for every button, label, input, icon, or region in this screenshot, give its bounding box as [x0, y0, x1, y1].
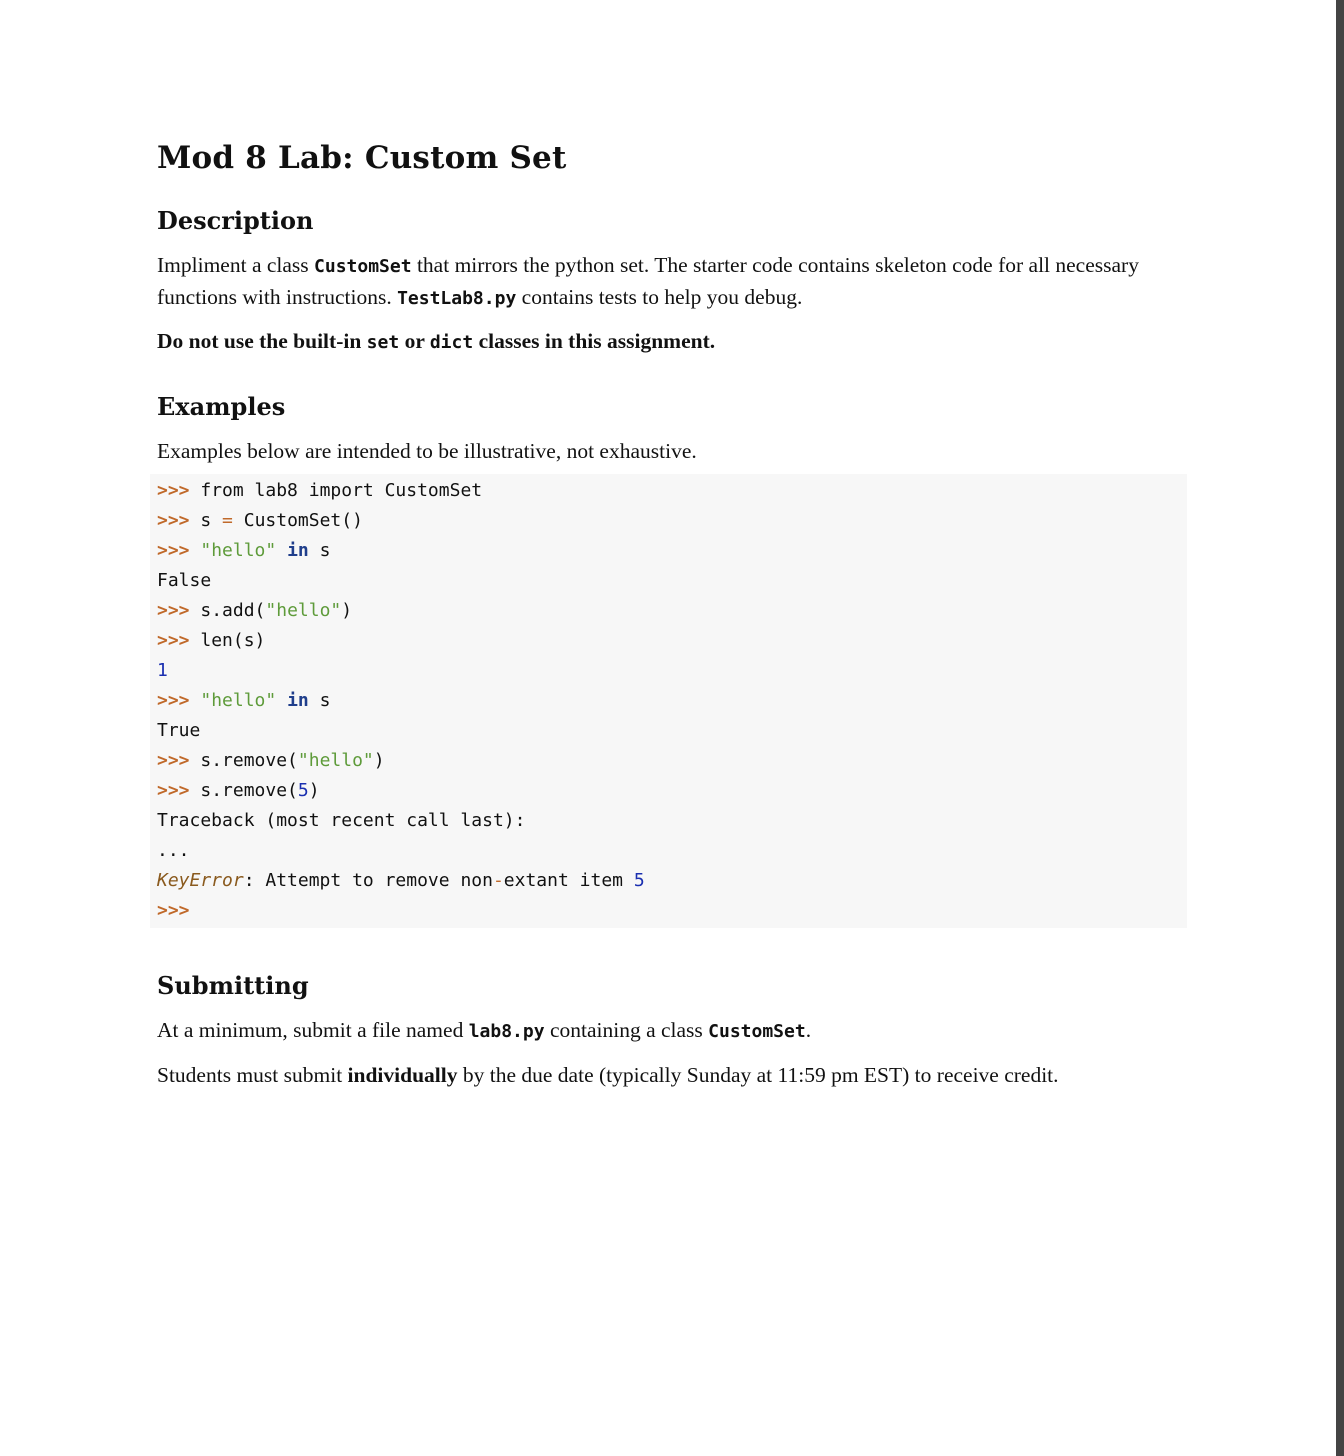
code-text: CustomSet() — [232, 510, 363, 531]
prompt: >>> — [157, 750, 190, 771]
code-output: False — [157, 570, 212, 591]
code-output: 1 — [157, 660, 168, 681]
bold-text: individually — [347, 1063, 458, 1087]
code-line — [157, 686, 1187, 716]
prompt: >>> — [157, 780, 190, 801]
inline-code: TestLab8.py — [397, 288, 517, 309]
document-page — [157, 130, 1187, 1090]
code-line — [157, 536, 1187, 566]
inline-code: CustomSet — [314, 256, 412, 277]
prompt: >>> — [157, 900, 190, 921]
scrollbar[interactable] — [1336, 0, 1344, 1456]
code-output: Traceback (most recent call last): — [157, 810, 526, 831]
description-paragraph — [157, 250, 1187, 314]
code-output: True — [157, 720, 201, 741]
number-literal: 5 — [297, 780, 309, 801]
text-span: contains tests to help you debug. — [516, 285, 803, 309]
keyword: in — [287, 690, 309, 711]
string-literal: "hello" — [200, 690, 277, 711]
code-text: ) — [373, 750, 385, 771]
code-text: s — [319, 690, 331, 711]
code-line — [157, 746, 1187, 776]
error-name: KeyError — [157, 870, 244, 891]
string-literal: "hello" — [265, 600, 342, 621]
text-span: Students must submit — [157, 1063, 348, 1087]
code-line — [157, 596, 1187, 626]
code-output — [157, 866, 1187, 896]
description-heading: Description — [157, 206, 314, 235]
text-span: Do not use the built-in — [157, 329, 367, 353]
page-title: Mod 8 Lab: Custom Set — [157, 140, 567, 176]
code-text: extant item — [503, 870, 634, 891]
string-literal: "hello" — [297, 750, 374, 771]
text-span: classes in this assignment. — [473, 329, 716, 353]
submitting-heading: Submitting — [157, 971, 309, 1000]
examples-heading: Examples — [157, 392, 286, 421]
code-text: s — [319, 540, 331, 561]
code-text: s.add( — [200, 600, 266, 621]
code-text: : Attempt to remove non — [243, 870, 493, 891]
inline-code: dict — [429, 332, 474, 353]
prompt: >>> — [157, 510, 190, 531]
prompt: >>> — [157, 630, 190, 651]
text-span: or — [399, 329, 430, 353]
number-literal: 5 — [633, 870, 645, 891]
prompt: >>> — [157, 600, 190, 621]
text-span: . — [805, 1018, 812, 1042]
text-span: containing a class — [544, 1018, 709, 1042]
code-line — [157, 896, 1187, 926]
inline-code: lab8.py — [468, 1021, 545, 1042]
deadline-paragraph — [157, 1060, 1187, 1090]
code-line — [157, 506, 1187, 536]
text-span: Impliment a class — [157, 253, 315, 277]
inline-code: CustomSet — [708, 1021, 806, 1042]
examples-intro: Examples below are intended to be illustrative, not exhaustive. — [157, 439, 697, 463]
code-text: s.remove( — [200, 750, 298, 771]
code-line — [157, 476, 1187, 506]
code-text: ) — [308, 780, 320, 801]
warning-paragraph — [157, 326, 1187, 358]
code-block — [150, 474, 1187, 928]
code-output: ... — [157, 840, 190, 861]
prompt: >>> — [157, 690, 190, 711]
text-span: At a minimum, submit a file named — [157, 1018, 469, 1042]
text-span: that mirrors the python set. The starter code contains skeleton code for all necessary functions with instructions. — [157, 253, 1139, 309]
inline-code: set — [366, 332, 400, 353]
code-text: s — [200, 510, 223, 531]
prompt: >>> — [157, 480, 190, 501]
string-literal: "hello" — [200, 540, 277, 561]
text-span: by the due date (typically Sunday at 11:59 pm EST) to receive credit. — [457, 1063, 1059, 1087]
code-line — [157, 626, 1187, 656]
code-text: from lab8 import CustomSet — [200, 480, 483, 501]
operator: = — [222, 510, 233, 531]
submitting-paragraph — [157, 1015, 1187, 1047]
code-line — [157, 776, 1187, 806]
keyword: in — [287, 540, 309, 561]
operator: - — [492, 870, 504, 891]
prompt: >>> — [157, 540, 190, 561]
code-text: ) — [341, 600, 353, 621]
code-text: s.remove( — [200, 780, 298, 801]
code-text: len(s) — [200, 630, 266, 651]
